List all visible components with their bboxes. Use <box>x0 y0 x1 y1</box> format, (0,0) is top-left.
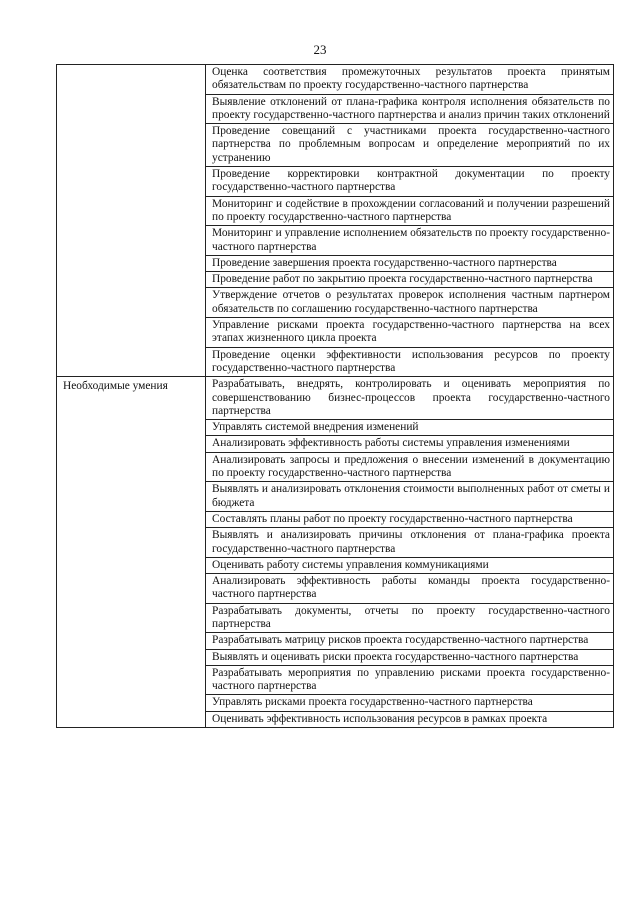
table-cell-item: Проведение корректировки контрактной документации по проекту государственно-частного партнерства <box>206 167 614 197</box>
table-cell-item: Разрабатывать мероприятия по управлению рисками проекта государственно-частного партнерства <box>206 665 614 695</box>
table-cell-item: Выявлять и анализировать отклонения стоимости выполненных работ от сметы и бюджета <box>206 482 614 512</box>
table-cell-item: Мониторинг и управление исполнением обязательств по проекту государственно-частного партнерства <box>206 226 614 256</box>
table-cell-item: Выявление отклонений от плана-графика контроля исполнения обязательств по проекту государственно-частного партнерства и анализ причин таких отклонений <box>206 94 614 124</box>
table-cell-item: Управлять рисками проекта государственно-частного партнерства <box>206 695 614 711</box>
table-cell-item: Проведение оценки эффективности использования ресурсов по проекту государственно-частного партнерства <box>206 347 614 377</box>
table-cell-item: Управлять системой внедрения изменений <box>206 420 614 436</box>
section-label <box>63 66 202 68</box>
table-cell-item: Разрабатывать документы, отчеты по проекту государственно-частного партнерства <box>206 603 614 633</box>
table-cell-item: Проведение завершения проекта государственно-частного партнерства <box>206 255 614 271</box>
table-cell-item: Анализировать эффективность работы команды проекта государственно-частного партнерства <box>206 574 614 604</box>
table-cell-item: Оценивать эффективность использования ресурсов в рамках проекта <box>206 711 614 727</box>
table-row <box>57 377 614 420</box>
section-label-cell <box>57 377 206 728</box>
table-cell-item: Составлять планы работ по проекту государственно-частного партнерства <box>206 511 614 527</box>
table-body <box>57 65 614 728</box>
table-cell-item: Разрабатывать матрицу рисков проекта государственно-частного партнерства <box>206 633 614 649</box>
table-cell-item: Оценка соответствия промежуточных результатов проекта принятым обязательствам по проекту государственно-частного партнерства <box>206 65 614 95</box>
table-cell-item: Выявлять и анализировать причины отклонения от плана-графика проекта государственно-частного партнерства <box>206 528 614 558</box>
table-cell-item: Выявлять и оценивать риски проекта государственно-частного партнерства <box>206 649 614 665</box>
table-cell-item: Управление рисками проекта государственно-частного партнерства на всех этапах жизненного цикла проекта <box>206 318 614 348</box>
requirements-table <box>56 64 614 728</box>
page-number: 23 <box>313 42 327 57</box>
table-cell-item: Анализировать эффективность работы системы управления изменениями <box>206 436 614 452</box>
table-cell-item: Анализировать запросы и предложения о внесении изменений в документацию по проекту государственно-частного партнерства <box>206 452 614 482</box>
table-cell-item: Проведение совещаний с участниками проекта государственно-частного партнерства по проблемным вопросам и определение мероприятий по их устранению <box>206 124 614 167</box>
table-cell-item: Утверждение отчетов о результатах проверок исполнения частным партнером обязательств по соглашению государственно-частного партнерства <box>206 288 614 318</box>
section-label-cell <box>57 65 206 377</box>
table-row <box>57 65 614 95</box>
table-cell-item: Проведение работ по закрытию проекта государственно-частного партнерства <box>206 272 614 288</box>
table-cell-item: Разрабатывать, внедрять, контролировать и оценивать мероприятия по совершенствованию бизнес-процессов проекта государственно-частного партнерства <box>206 377 614 420</box>
table-cell-item: Оценивать работу системы управления коммуникациями <box>206 557 614 573</box>
section-label: Необходимые умения <box>63 380 168 393</box>
table-cell-item: Мониторинг и содействие в прохождении согласований и получении разрешений по проекту государственно-частного партнерства <box>206 196 614 226</box>
